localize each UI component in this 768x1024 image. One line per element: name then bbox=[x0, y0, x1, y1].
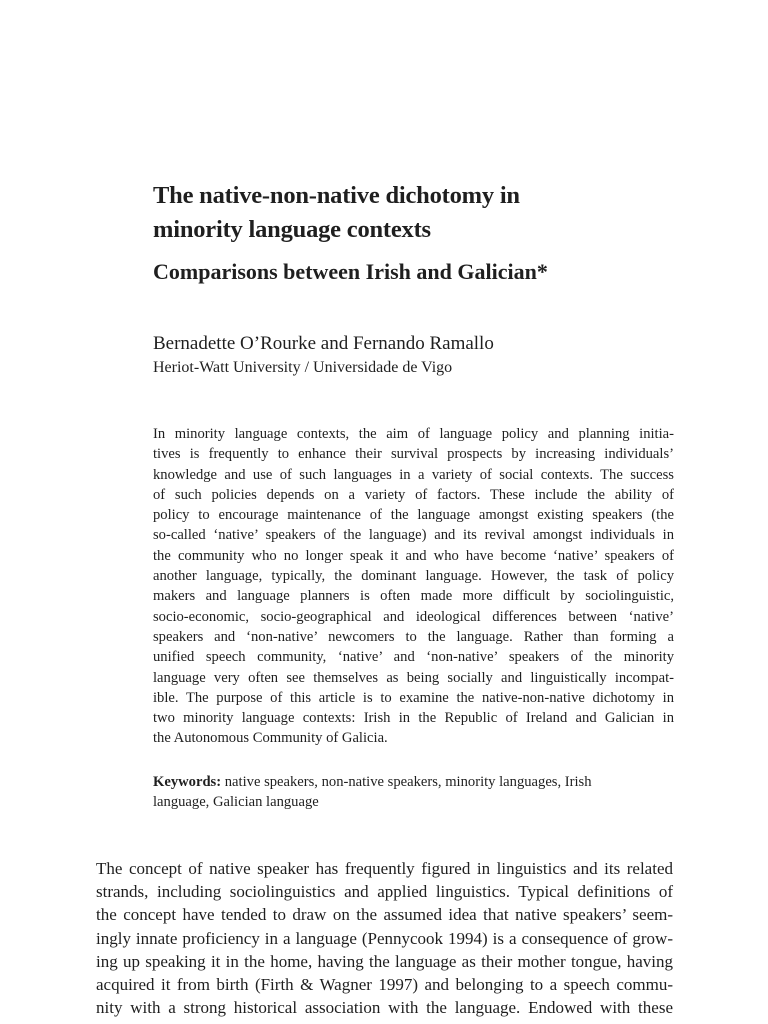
abstract-line: speakers and ‘non-native’ newcomers to the language. Rather than forming a bbox=[153, 628, 674, 645]
keywords bbox=[153, 772, 674, 813]
abstract-line: of such policies depends on a variety of factors. These include the ability of bbox=[153, 486, 674, 503]
abstract-line: policy to encourage maintenance of the language amongst existing speakers (the bbox=[153, 507, 674, 524]
body-line: strands, including sociolinguistics and applied linguistics. Typical definitions of bbox=[96, 882, 673, 902]
abstract-line: In minority language contexts, the aim of language policy and planning initia- bbox=[153, 426, 674, 442]
abstract-line: knowledge and use of such languages in a variety of social contexts. The success bbox=[153, 466, 674, 483]
keywords-label: Keywords: bbox=[153, 774, 222, 790]
abstract-line: so-called ‘native’ speakers of the language) and its revival amongst individuals in bbox=[153, 527, 674, 544]
title-line-1: The native-non-native dichotomy in bbox=[153, 182, 520, 209]
keywords-text-continued: language, Galician language bbox=[153, 794, 319, 811]
abstract-line: another language, typically, the dominant language. However, the task of policy bbox=[153, 568, 674, 585]
abstract-line: two minority language contexts: Irish in the Republic of Ireland and Galician in bbox=[153, 710, 674, 727]
article-authors: Bernadette O’Rourke and Fernando Ramallo bbox=[153, 333, 494, 354]
abstract-line: ible. The purpose of this article is to examine the native-non-native dichotomy in bbox=[153, 689, 674, 706]
abstract-line: makers and language planners is often made more difficult by sociolinguistic, bbox=[153, 588, 674, 605]
body-line: nity with a strong historical association with the language. Endowed with these bbox=[96, 998, 673, 1018]
keywords-text: native speakers, non-native speakers, minority languages, Irish bbox=[221, 774, 592, 790]
author-affiliation: Heriot-Watt University / Universidade de Vigo bbox=[153, 359, 453, 376]
body-line: acquired it from birth (Firth & Wagner 1997) and belonging to a speech commu- bbox=[96, 975, 673, 995]
abstract bbox=[153, 424, 674, 749]
abstract-line: unified speech community, ‘native’ and ‘non-native’ speakers of the minority bbox=[153, 649, 674, 666]
body-line: ing up speaking it in the home, having the language as their mother tongue, having bbox=[96, 951, 673, 971]
abstract-line: the Autonomous Community of Galicia. bbox=[153, 730, 388, 747]
body-line: ingly innate proficiency in a language (Pennycook 1994) is a consequence of grow- bbox=[96, 928, 673, 948]
article-title bbox=[153, 179, 673, 247]
abstract-line: tives is frequently to enhance their survival prospects by increasing individuals’ bbox=[153, 446, 674, 463]
abstract-line: language very often see themselves as being socially and linguistically incompat- bbox=[153, 669, 674, 686]
body-line: the concept have tended to draw on the assumed idea that native speakers’ seem- bbox=[96, 905, 673, 925]
body-paragraph bbox=[96, 857, 673, 1019]
article-subtitle: Comparisons between Irish and Galician* bbox=[153, 259, 548, 284]
body-line: The concept of native speaker has frequently figured in linguistics and its related bbox=[96, 859, 673, 878]
abstract-line: socio-economic, socio-geographical and ideological differences between ‘native’ bbox=[153, 608, 674, 625]
title-line-2: minority language contexts bbox=[153, 216, 431, 243]
abstract-line: the community who no longer speak it and who have become ‘native’ speakers of bbox=[153, 547, 674, 564]
